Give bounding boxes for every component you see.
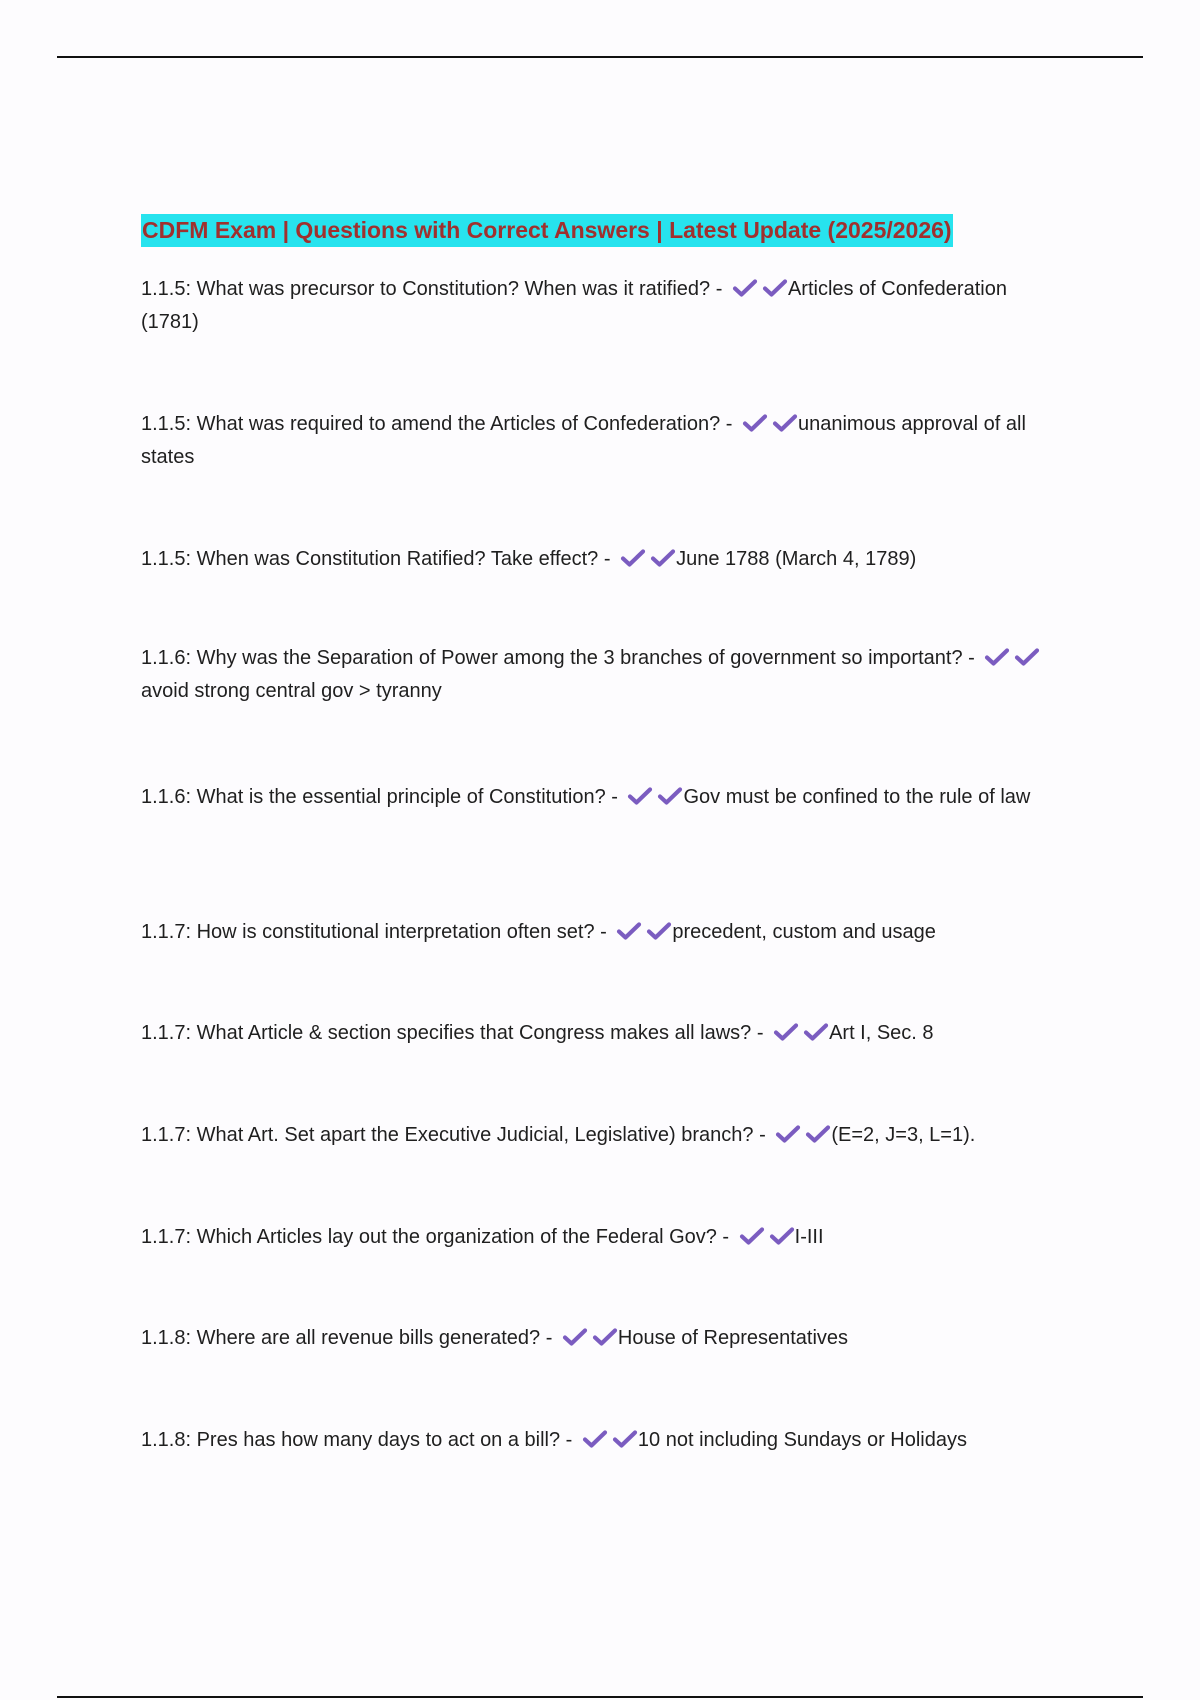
qa-item-4 (141, 642, 1061, 708)
check-mark-icon (803, 1022, 829, 1042)
qa-item-3 (141, 543, 1061, 576)
qa-item-7 (141, 1017, 1061, 1050)
answer-text: 10 not including Sundays or Holidays (637, 1429, 967, 1451)
top-rule (57, 56, 1143, 58)
check-mark-icon (732, 278, 758, 298)
question-text: 1.1.7: What Art. Set apart the Executive Judicial, Legislative) branch? (141, 1124, 754, 1146)
separator: - (962, 647, 981, 669)
separator: - (753, 1124, 772, 1146)
question-text: 1.1.8: Pres has how many days to act on a bill? (141, 1429, 561, 1451)
bottom-rule (57, 1696, 1143, 1698)
answer-text: unanimous approval of all states (141, 413, 1026, 468)
check-mark-icon (657, 786, 683, 806)
question-text: 1.1.8: Where are all revenue bills generated? (141, 1327, 541, 1349)
question-text: 1.1.6: Why was the Separation of Power among the 3 branches of government so important? (141, 647, 963, 669)
qa-item-1 (141, 273, 1061, 339)
separator: - (605, 786, 624, 808)
check-mark-icon (773, 1022, 799, 1042)
separator: - (751, 1022, 770, 1044)
separator: - (540, 1327, 558, 1349)
answer-text: (E=2, J=3, L=1). (831, 1124, 976, 1146)
answer-text: June 1788 (March 4, 1789) (676, 548, 917, 570)
separator: - (594, 921, 613, 943)
document-content (141, 214, 1061, 1451)
check-mark-icon (592, 1327, 618, 1347)
answer-text: avoid strong central gov > tyranny (141, 680, 442, 702)
check-mark-icon (984, 647, 1010, 667)
question-text: 1.1.7: Which Articles lay out the organization of the Federal Gov? (141, 1226, 717, 1248)
document-title: CDFM Exam | Questions with Correct Answers | Latest Update (2025/2026) (141, 214, 953, 247)
separator: - (720, 413, 738, 435)
separator: - (598, 548, 617, 570)
answer-text: House of Representatives (617, 1327, 849, 1349)
answer-text: Gov must be confined to the rule of law (683, 786, 1031, 808)
answer-text: Art I, Sec. 8 (829, 1022, 934, 1044)
qa-item-6 (141, 916, 1061, 949)
check-mark-icon (646, 921, 672, 941)
check-mark-icon (616, 921, 642, 941)
qa-item-2 (141, 408, 1061, 474)
qa-item-8 (141, 1119, 1061, 1152)
separator: - (716, 1226, 735, 1248)
check-mark-icon (612, 1429, 638, 1449)
check-mark-icon (562, 1327, 588, 1347)
check-mark-icon (739, 1226, 765, 1246)
question-text: 1.1.7: What Article & section specifies that Congress makes all laws? (141, 1022, 752, 1044)
question-text: 1.1.7: How is constitutional interpretation often set? (141, 921, 595, 943)
check-mark-icon (769, 1226, 795, 1246)
qa-item-9 (141, 1221, 1061, 1254)
answer-text: Articles of Confederation (1781) (141, 278, 1007, 333)
check-mark-icon (627, 786, 653, 806)
question-text: 1.1.5: What was precursor to Constitution? When was it ratified? (141, 278, 711, 300)
qa-item-10 (141, 1322, 1061, 1355)
check-mark-icon (742, 413, 768, 433)
separator: - (710, 278, 728, 300)
question-text: 1.1.5: When was Constitution Ratified? Take effect? (141, 548, 599, 570)
qa-item-11 (141, 1424, 1061, 1457)
check-mark-icon (805, 1124, 831, 1144)
question-text: 1.1.5: What was required to amend the Articles of Confederation? (141, 413, 721, 435)
question-text: 1.1.6: What is the essential principle of Constitution? (141, 786, 606, 808)
check-mark-icon (772, 413, 798, 433)
check-mark-icon (582, 1429, 608, 1449)
check-mark-icon (650, 548, 676, 568)
check-mark-icon (775, 1124, 801, 1144)
check-mark-icon (1014, 647, 1040, 667)
check-mark-icon (762, 278, 788, 298)
separator: - (560, 1429, 578, 1451)
qa-item-5 (141, 781, 1061, 814)
answer-text: I-III (794, 1226, 824, 1248)
check-mark-icon (620, 548, 646, 568)
answer-text: precedent, custom and usage (672, 921, 936, 943)
